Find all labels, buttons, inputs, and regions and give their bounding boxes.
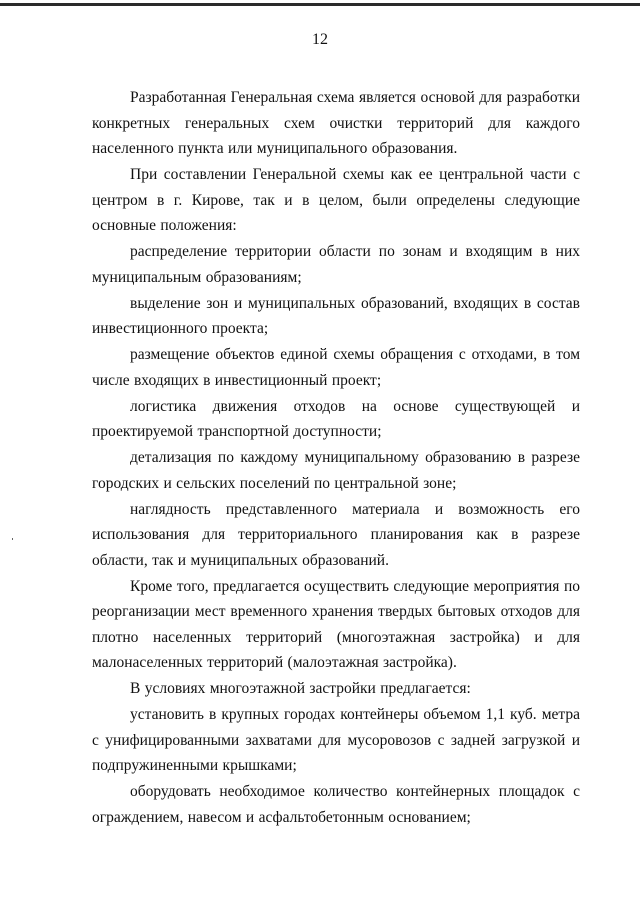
- list-item-visibility: наглядность представленного материала и возможность его использования для территориального планирования как в разрезе области, так и муниципальных образований.: [92, 500, 580, 569]
- paragraph-multistorey-lead: В условиях многоэтажной застройки предлагается:: [130, 680, 471, 697]
- list-item-detailing: детализация по каждому муниципальному образованию в разрезе городских и сельских поселений по центральной зоне;: [92, 449, 580, 492]
- paragraph-provisions-lead: При составлении Генеральной схемы как ее центральной части с центром в г. Кирове, так и в целом, были определены следующие основные положения:: [92, 166, 580, 234]
- paragraph-intro: Разработанная Генеральная схема является основой для разработки конкретных генеральных схем очистки территорий для каждого населенного пункта или муниципального образования.: [92, 89, 580, 157]
- top-border-line: [0, 3, 640, 6]
- paragraph-reorganization: Кроме того, предлагается осуществить следующие мероприятия по реорганизации мест временного хранения твердых бытовых отходов для плотно населенных территорий (многоэтажная застройка) и для малонаселенных территорий (малоэтажная застройка).: [92, 577, 580, 671]
- list-item-sites: оборудовать необходимое количество контейнерных площадок с ограждением, навесом и асфальтобетонным основанием;: [92, 783, 580, 826]
- list-item-zones: выделение зон и муниципальных образований, входящих в состав инвестиционного проекта;: [92, 294, 580, 337]
- list-item-placement: размещение объектов единой схемы обращения с отходами, в том числе входящих в инвестиционный проект;: [92, 346, 580, 389]
- document-body: [92, 85, 580, 831]
- list-item-logistics: логистика движения отходов на основе существующей и проектируемой транспортной доступности;: [92, 397, 580, 440]
- list-item-distribution: распределение территории области по зонам и входящим в них муниципальным образованиям;: [92, 243, 580, 286]
- margin-mark: [12, 538, 13, 540]
- list-item-containers: установить в крупных городах контейнеры объемом 1,1 куб. метра с унифицированными захватами для мусоровозов с задней загрузкой и подпружиненными крышками;: [92, 706, 580, 774]
- page-number: 12: [312, 31, 328, 48]
